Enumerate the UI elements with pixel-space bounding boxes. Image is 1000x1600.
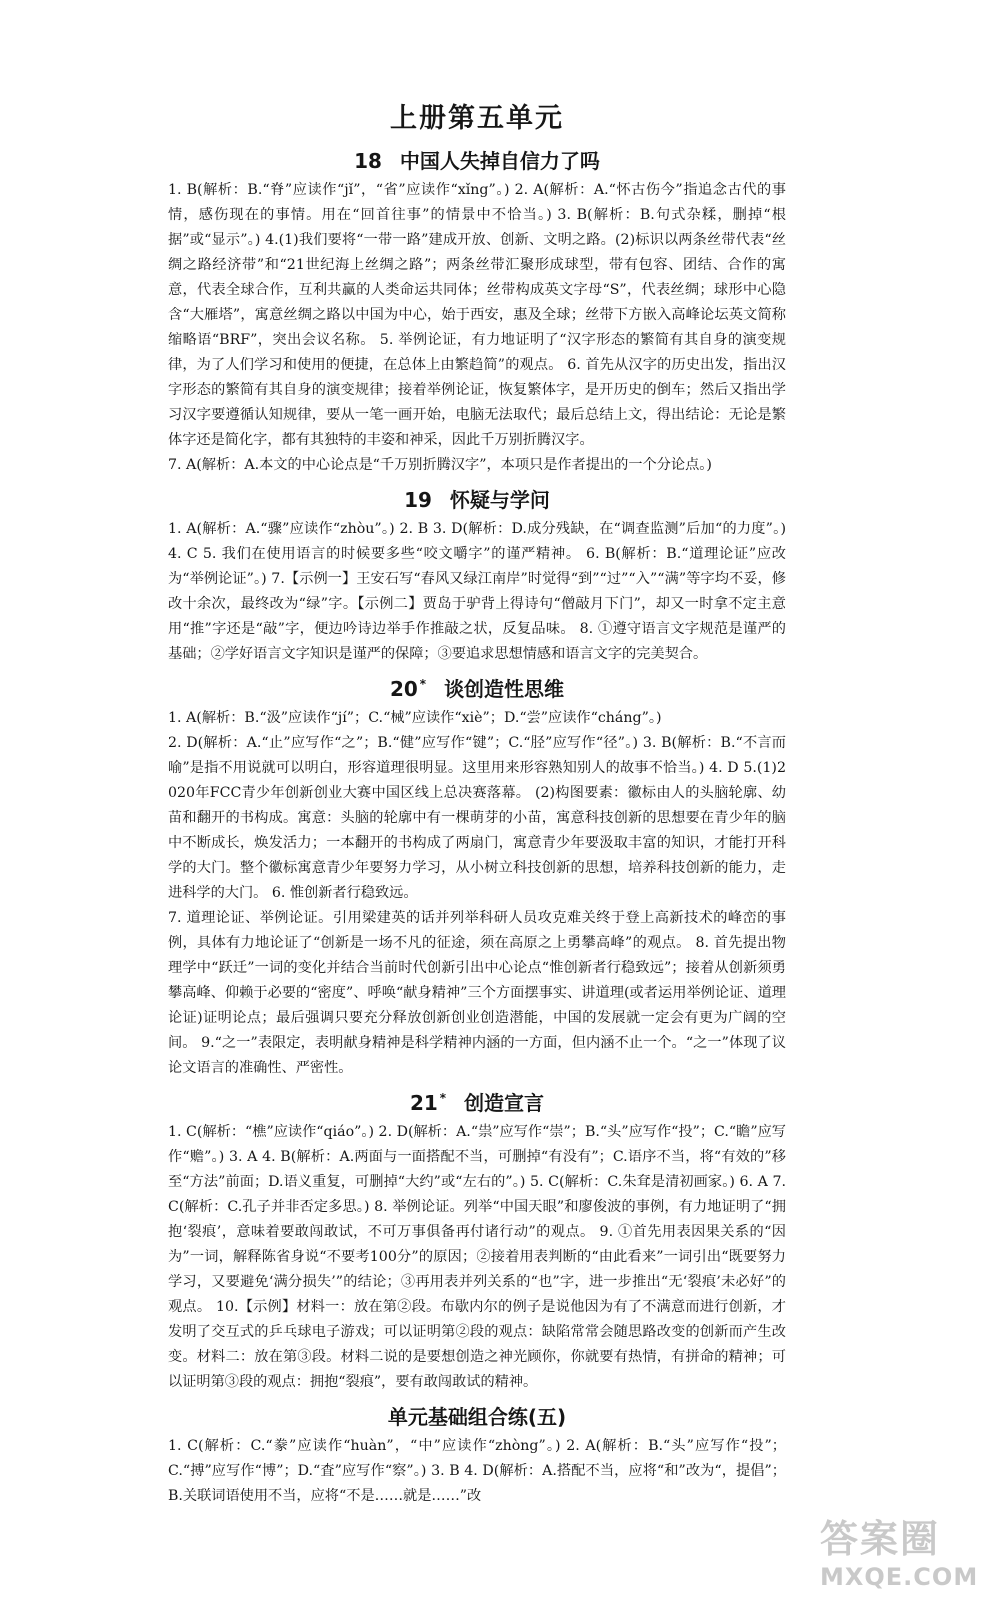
section-title: 单元基础组合练(五) (387, 1405, 567, 1429)
section-18 (168, 145, 786, 478)
section-21 (168, 1087, 786, 1395)
answer-paragraph: 1. C(解析：C.“豢”应读作“huàn”，“中”应读作“zhòng”。) 2. A(解析：B.“头”应写作“投”；C.“搏”应写作“博”；D.“査”应写作“察”。) 3. B 4. D(解析：A.搭配不当，应将“和”改为“，提倡”；B.关联词语使用不当，应将“不是……就是……”改 (168, 1438, 786, 1504)
watermark-mark: 答案圈 (820, 1517, 941, 1561)
section-name: 怀疑与学问 (449, 488, 550, 512)
optional-star: * (439, 1091, 447, 1106)
section-title (168, 484, 786, 513)
watermark-logo (820, 1508, 990, 1594)
section-19 (168, 484, 786, 667)
answer-page (168, 96, 786, 1509)
section-title (168, 145, 786, 174)
section-title (168, 1087, 786, 1116)
section-number (410, 1091, 446, 1115)
part-title: 上册第五单元 (390, 103, 564, 134)
answer-paragraph: 1. A(解析：A.“骤”应读作“zhòu”。) 2. B 3. D(解析：D.成分残缺，在“调查监测”后加“的力度”。) 4. C 5. 我们在使用语言的时候要多些“咬文嚼字”的谨严精神。 6. B(解析：B.“道理论证”应改为“举例论证”。) 7.【示例一】王安石写“春风又绿江南岸”时觉得“到”“过”“入”“满”等字均不妥，修改十余次，最终改为“绿”字。【示例二】贾岛于驴背上得诗句“僧敲月下门”，却又一时拿不定主意用“推”字还是“敲”字，便边吟诗边举手作推敲之状，反复品味。 8. ①遵守语言文字规范是谨严的基础；②学好语言文字知识是谨严的保障；③要追求思想情感和语言文字的完美契合。 (168, 521, 786, 662)
section-name: 中国人失掉自信力了吗 (399, 149, 600, 173)
section-name: 创造宣言 (464, 1091, 545, 1115)
section-20 (168, 673, 786, 1081)
watermark-text: MXQE.COM (820, 1563, 979, 1591)
answer-paragraph: 1. A(解析：B.“汲”应读作“jí”；C.“械”应读作“xiè”；D.“尝”应读作“cháng”。) (168, 710, 662, 726)
section-number-value: 20 (389, 677, 418, 701)
answer-paragraph: 1. C(解析：“樵”应读作“qiáo”。) 2. D(解析：A.“祟”应写作“崇”；B.“头”应写作“投”；C.“瞻”应写作“赡”。) 3. A 4. B(解析：A.两面与一面搭配不当，可删掉“有没有”；C.语序不当，将“有效的”移至“方法”前面；D.语义重复，可删掉“大约”或“左右的”。) 5. C(解析：C.朱耷是清初画家。) 6. A 7. C(解析：C.孔子并非否定多思。) 8. 举例论证。列举“中国天眼”和廖俊波的事例，有力地证明了“拥抱‘裂痕’，意味着要敢闯敢试，不可万事俱备再付诸行动”的观点。 9. ①首先用表因果关系的“因为”一词，解释陈省身说“不要考100分”的原因；②接着用表判断的“由此看来”一词引出“既要努力学习，又要避免‘满分损失’”的结论；③再用表并列关系的“也”字，进一步推出“无‘裂痕’未必好”的观点。 10.【示例】材料一：放在第②段。布歇内尔的例子是说他因为有了不满意而进行创新，才发明了交互式的乒乓球电子游戏；可以证明第②段的观点：缺陷常常会随思路改变的创新而产生改变。材料二：放在第③段。材料二说的是要想创造之神光顾你，你就要有热情，有拼命的精神；可以证明第③段的观点：拥抱“裂痕”，要有敢闯敢试的精神。 (168, 1124, 786, 1390)
section-number-value: 21 (409, 1091, 438, 1115)
answer-paragraph: 2. D(解析：A.“止”应写作“之”；B.“健”应写作“键”；C.“胫”应写作“径”。) 3. B(解析：B.“不言而喻”是指不用说就可以明白，形容道理很明显。这里用来形容熟知别人的故事不恰当。) 4. D 5.(1)2020年FCC青少年创新创业大赛中国区线上总决赛落幕。 (2)构图要素：徽标由人的头脑轮廓、幼苗和翻开的书构成。寓意：头脑的轮廓中有一棵萌芽的小苗，寓意科技创新的思想要在青少年的脑中不断成长，焕发活力；一本翻开的书构成了两扇门，寓意青少年要汲取丰富的知识，才能打开科学的大门。整个徽标寓意青少年要努力学习，从小树立科技创新的思想，培养科技创新的能力，走进科学的大门。 6. 惟创新者行稳致远。 (168, 735, 786, 901)
section-name: 谈创造性思维 (444, 677, 565, 701)
section-unit-practice (168, 1401, 786, 1509)
section-number: 19 (404, 488, 432, 512)
section-number: 18 (354, 149, 382, 173)
section-title (168, 673, 786, 702)
optional-star: * (419, 677, 427, 692)
answer-paragraph: 1. B(解析：B.“脊”应读作“jǐ”，“省”应读作“xǐng”。) 2. A(解析：A.“怀古伤今”指追念古代的事情，感伤现在的事情。用在“回首往事”的情景中不恰当。) 3. B(解析：B.句式杂糅，删掉“根据”或“显示”。) 4.(1)我们要将“一带一路”建成开放、创新、文明之路。(2)标识以两条丝带代表“丝绸之路经济带”和“21世纪海上丝绸之路”；两条丝带汇聚形成球型，带有包容、团结、合作的寓意，代表全球合作，互利共赢的人类命运共同体；丝带构成英文字母“S”，代表丝绸；球形中心隐含“大雁塔”，寓意丝绸之路以中国为中心，始于西安，惠及全球；丝带下方嵌入高峰论坛英文简称缩略语“BRF”，突出会议名称。 5. 举例论证，有力地证明了“汉字形态的繁简有其自身的演变规律，为了人们学习和使用的便捷，在总体上由繁趋简”的观点。 6. 首先从汉字的历史出发，指出汉字形态的繁简有其自身的演变规律；接着举例论证，恢复繁体字，是开历史的倒车；然后又指出学习汉字要遵循认知规律，要从一笔一画开始，电脑无法取代；最后总结上文，得出结论：无论是繁体字还是简化字，都有其独特的丰姿和神采，因此千万别折腾汉字。 (168, 182, 786, 448)
answer-paragraph: 7. A(解析：A.本文的中心论点是“千万别折腾汉字”，本项只是作者提出的一个分论点。) (168, 457, 712, 473)
answer-paragraph: 7. 道理论证、举例论证。引用梁建英的话并列举科研人员攻克难关终于登上高新技术的峰峦的事例，具体有力地论证了“创新是一场不凡的征途，须在高原之上勇攀高峰”的观点。 8. 首先提出物理学中“跃迁”一词的变化并结合当前时代创新引出中心论点“惟创新者行稳致远”；接着从创新须勇攀高峰、仰赖于必要的“密度”、呼唤“献身精神”三个方面摆事实、讲道理(或者运用举例论证、道理论证)证明论点；最后强调只要充分释放创新创业创造潜能，中国的发展就一定会有更为广阔的空间。 9.“之一”表限定，表明献身精神是科学精神内涵的一方面，但内涵不止一个。“之一”体现了议论文语言的准确性、严密性。 (168, 910, 786, 1076)
section-number (390, 677, 426, 701)
